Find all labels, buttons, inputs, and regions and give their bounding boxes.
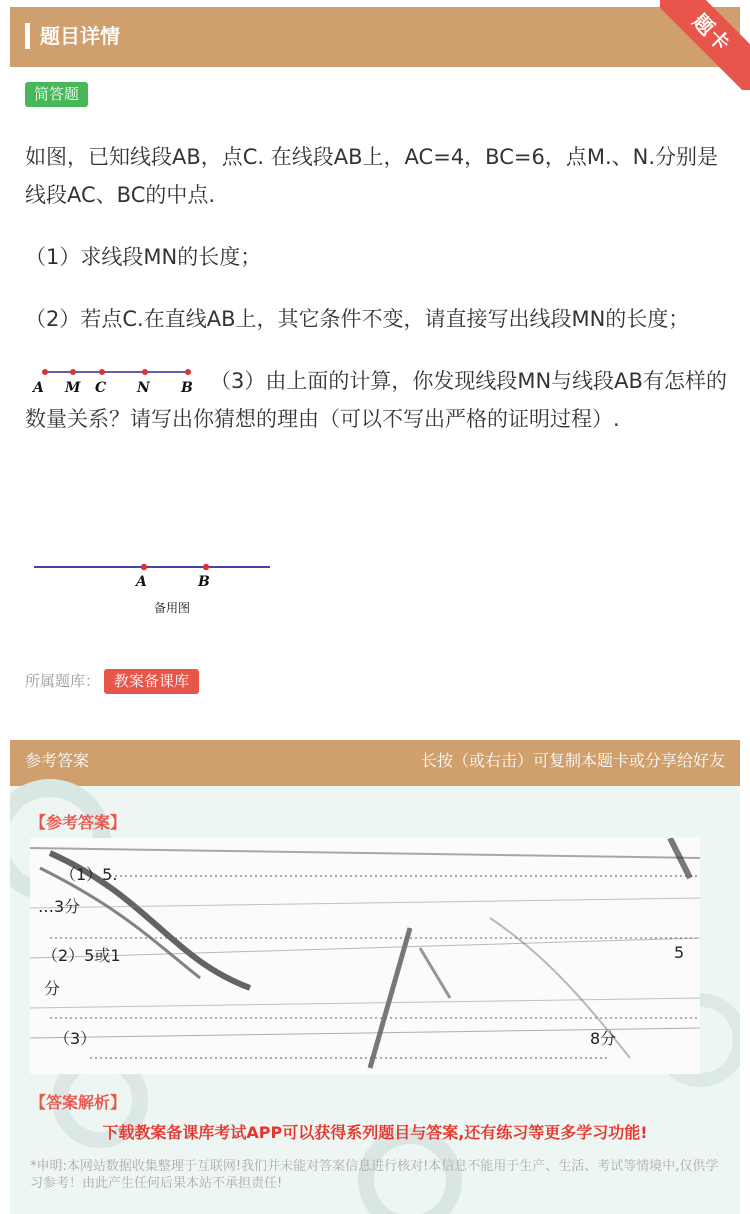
source-label: 所属题库： xyxy=(25,672,101,690)
answer-scan-image xyxy=(30,838,700,1074)
disclaimer-text: *申明:本网站数据收集整理于互联网!我们并未能对答案信息进行核对!本信息不能用于生产、生活、考试等情境中,仅供学习参考！由此产生任何后果本站不承担责任! xyxy=(30,1159,719,1191)
segment-figure-1 xyxy=(25,362,200,398)
reference-answer-title: 【参考答案】 xyxy=(30,813,127,832)
answer-line-6: （3） xyxy=(54,1029,97,1048)
question-card-ribbon[interactable] xyxy=(660,0,750,90)
question-type-tag: 简答题 xyxy=(25,82,88,107)
source-row xyxy=(25,668,199,694)
detail-header xyxy=(10,7,740,67)
fig2-label-a: A xyxy=(136,574,147,590)
answer-line-4: 5 xyxy=(674,943,685,962)
ribbon-label: 题卡 xyxy=(687,8,737,58)
fig1-label-b: B xyxy=(181,380,193,396)
source-bank-tag[interactable]: 教案备课库 xyxy=(104,669,199,694)
download-app-link[interactable]: 下载教案备课库考试APP可以获得系列题目与答案,还有练习等更多学习功能! xyxy=(102,1123,648,1142)
segment-figure-2 xyxy=(30,555,280,620)
answer-line-1: （1）5. xyxy=(60,865,118,884)
question-part-3-row xyxy=(25,362,730,438)
fig1-label-m: M xyxy=(65,380,81,396)
question-part-2: （2）若点C.在直线AB上，其它条件不变，请直接写出线段MN的长度； xyxy=(25,307,690,331)
answer-line-3: （2）5或1 xyxy=(42,946,121,965)
header-accent-bar xyxy=(25,23,30,49)
fig2-label-b: B xyxy=(198,574,210,590)
page-title: 题目详情 xyxy=(40,24,120,48)
fig1-label-c: C xyxy=(95,380,107,396)
answer-line-7: 8分 xyxy=(590,1029,617,1048)
question-stem: 如图，已知线段AB，点C. 在线段AB上，AC=4，BC=6，点M.、N.分别是线段AC、BC的中点. xyxy=(25,145,719,207)
answer-header-title: 参考答案 xyxy=(25,751,90,770)
answer-panel xyxy=(10,740,740,1214)
answer-line-2: …3分 xyxy=(38,897,81,916)
fig1-label-n: N xyxy=(137,380,150,396)
answer-line-5: 分 xyxy=(44,979,61,998)
share-hint[interactable]: 长按（或右击）可复制本题卡或分享给好友 xyxy=(420,751,725,770)
fig2-caption: 备用图 xyxy=(154,601,191,615)
question-part-3: （3）由上面的计算，你发现线段MN与线段AB有怎样的数量关系？请写出你猜想的理由（可以不写出严格的证明过程）. xyxy=(25,369,727,431)
question-part-1: （1）求线段MN的长度； xyxy=(25,245,262,269)
fig1-label-a: A xyxy=(33,380,44,396)
question-body xyxy=(25,138,730,462)
analysis-title: 【答案解析】 xyxy=(30,1093,127,1112)
